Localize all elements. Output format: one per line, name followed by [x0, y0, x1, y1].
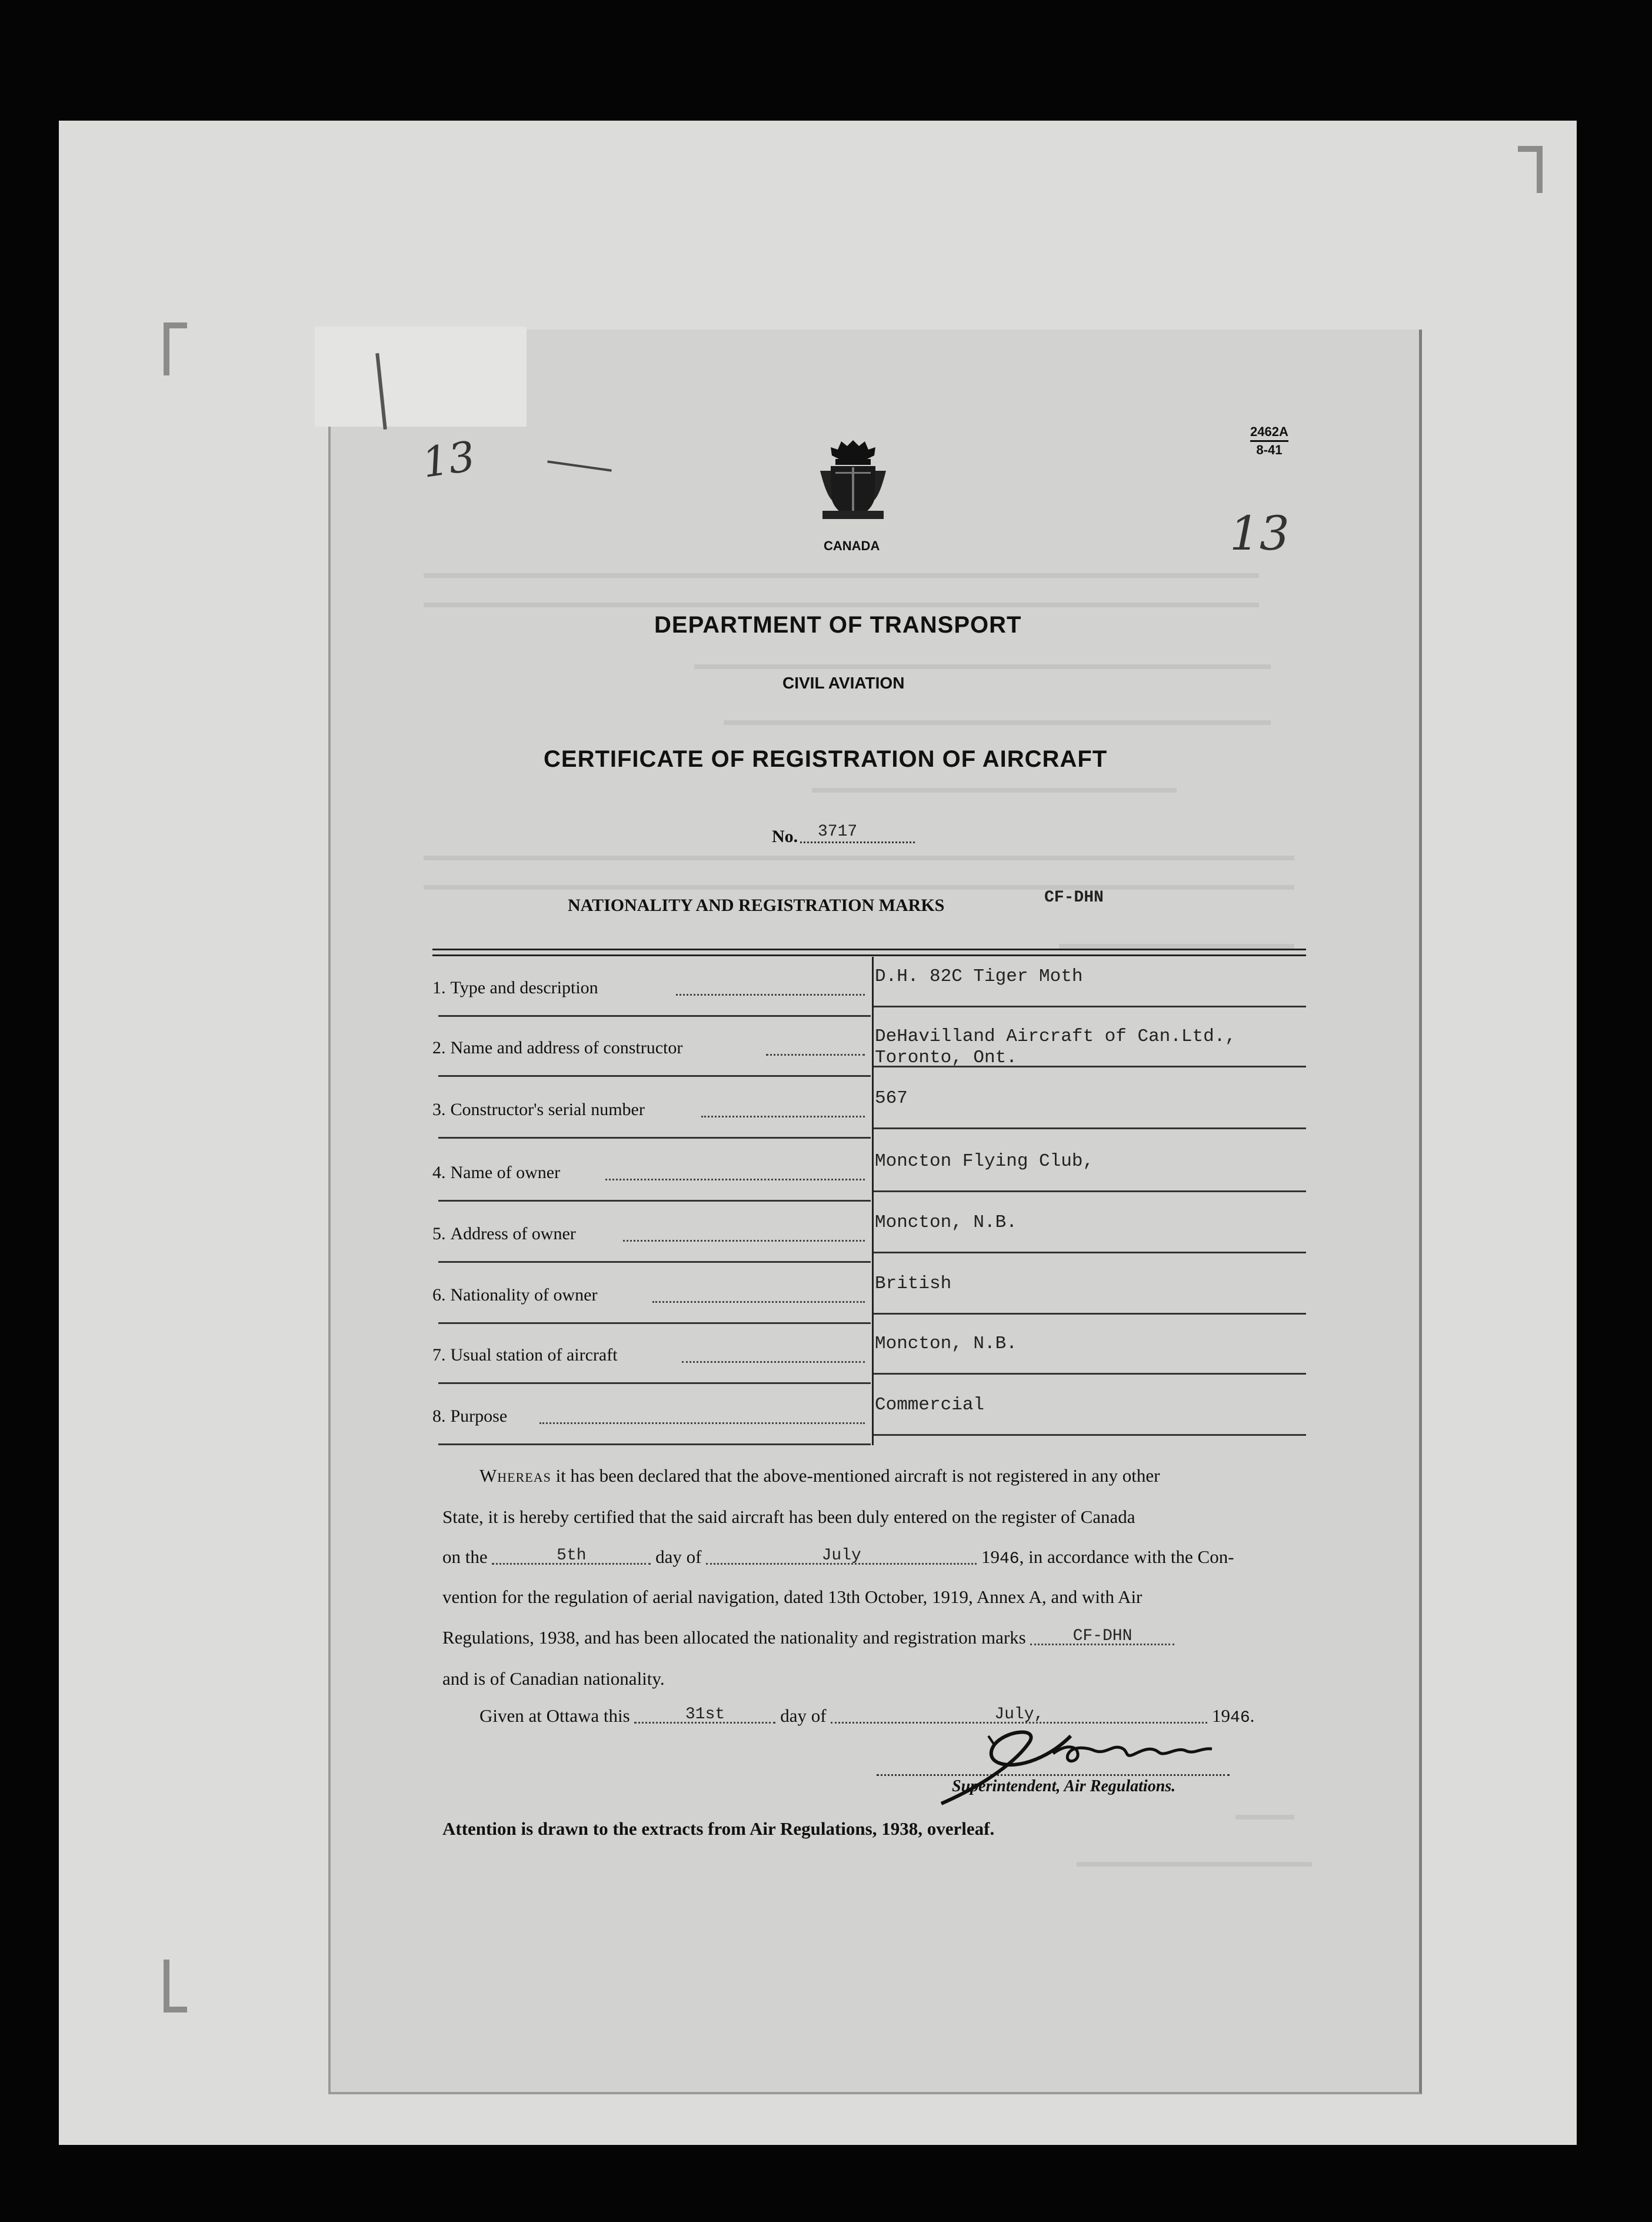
torn-corner [315, 327, 527, 427]
row-value: Moncton, N.B. [875, 1333, 1017, 1354]
whereas-marks-field [1030, 1627, 1174, 1645]
whereas-day-field [492, 1546, 651, 1565]
crop-mark-top-left [164, 322, 169, 375]
crop-mark-top-right-bar [1518, 146, 1541, 152]
certificate-number-label: No. [772, 827, 798, 846]
row-label [432, 1345, 618, 1365]
whereas-on-the: on the [442, 1546, 488, 1567]
table-row [432, 1265, 1306, 1326]
whereas-day-value: 5th [557, 1546, 587, 1565]
form-number-rule [1250, 440, 1288, 442]
whereas-marks-value: CF-DHN [1073, 1627, 1133, 1645]
row-label-text: Usual station of aircraft [450, 1345, 618, 1365]
whereas-year-prefix: 19 [981, 1546, 1000, 1567]
handwritten-left-mark: 13 [419, 432, 478, 487]
row-number: 4. [432, 1163, 446, 1182]
bleed-through-line [424, 847, 1294, 860]
row-label-text: Nationality of owner [450, 1285, 598, 1305]
row-rule-right [874, 1066, 1306, 1067]
row-number: 8. [432, 1406, 446, 1426]
certificate-number-value: 3717 [818, 823, 858, 841]
row-number: 5. [432, 1224, 446, 1243]
row-value: Moncton, N.B. [875, 1212, 1017, 1233]
certificate-title: CERTIFICATE OF REGISTRATION OF AIRCRAFT [544, 746, 1108, 772]
whereas-text-1: it has been declared that the above-mentioned aircraft is not registered in any other [555, 1465, 1160, 1486]
department-heading: DEPARTMENT OF TRANSPORT [654, 612, 1022, 638]
table-top-rule [432, 949, 1306, 950]
row-label-text: Constructor's serial number [450, 1100, 645, 1119]
given-month-value: July, [994, 1705, 1044, 1724]
whereas-month-field [706, 1546, 977, 1565]
row-rule-left [438, 1382, 871, 1384]
row-rule-right [874, 1252, 1306, 1253]
canada-crest-icon [818, 435, 888, 524]
whereas-year-suffix: 46 [999, 1550, 1020, 1568]
table-row [432, 1018, 1306, 1079]
row-dot-leader [701, 1116, 865, 1117]
given-day-field [634, 1705, 775, 1724]
row-label-text: Type and description [450, 978, 598, 997]
row-label [432, 1038, 682, 1058]
whereas-regulations: Regulations, 1938, and has been allocated the nationality and registration marks [442, 1627, 1026, 1648]
crop-mark-bottom-left-bar [164, 2007, 187, 2013]
row-value: 567 [875, 1088, 908, 1109]
given-end: . [1250, 1705, 1255, 1726]
bleed-through-line [812, 780, 1177, 793]
row-dot-leader [605, 1179, 865, 1180]
row-label-text: Name and address of constructor [450, 1038, 683, 1057]
row-number: 3. [432, 1100, 446, 1119]
row-label [432, 1285, 597, 1305]
row-label [432, 1406, 507, 1426]
row-rule-right [874, 1313, 1306, 1315]
row-label-text: Purpose [450, 1406, 508, 1426]
certificate-number-dots [800, 841, 915, 843]
bleed-through-line [694, 656, 1271, 669]
signature-caption: Superintendent, Air Regulations. [952, 1777, 1176, 1795]
form-number-main: 2462A [1250, 424, 1288, 439]
row-rule-right [874, 1190, 1306, 1192]
row-label [432, 1224, 576, 1244]
whereas-line-1 [479, 1465, 1160, 1486]
bleed-through-line [424, 565, 1259, 578]
given-day-of: day of [780, 1705, 827, 1726]
row-number: 1. [432, 978, 446, 997]
row-label [432, 978, 598, 998]
table-row [432, 1080, 1306, 1141]
given-at-ottawa: Given at Ottawa this [479, 1705, 630, 1726]
bleed-through-line [424, 594, 1259, 607]
form-number-sub: 8-41 [1256, 443, 1283, 457]
crop-mark-bottom-left [164, 1960, 169, 2013]
row-rule-right [874, 1434, 1306, 1436]
crest-caption: CANADA [824, 538, 880, 553]
bleed-through-line [1235, 1807, 1294, 1819]
given-day-value: 31st [685, 1705, 725, 1724]
row-rule-left [438, 1200, 871, 1202]
row-number: 6. [432, 1285, 446, 1305]
row-dot-leader [652, 1301, 865, 1303]
table-row [432, 958, 1306, 1019]
whereas-lead: Whereas [479, 1465, 551, 1486]
row-value: DeHavilland Aircraft of Can.Ltd., Toronto, Ont. [875, 1026, 1236, 1068]
nationality-marks-label: NATIONALITY AND REGISTRATION MARKS [568, 896, 945, 915]
given-year-suffix: 46 [1230, 1709, 1250, 1727]
row-value: D.H. 82C Tiger Moth [875, 966, 1083, 987]
given-year-prefix: 19 [1212, 1705, 1231, 1726]
row-label-text: Name of owner [450, 1163, 561, 1182]
row-value: Commercial [875, 1395, 985, 1415]
whereas-day-of: day of [655, 1546, 702, 1567]
division-heading: CIVIL AVIATION [782, 674, 905, 692]
row-rule-left [438, 1322, 871, 1324]
whereas-line-2: State, it is hereby certified that the said aircraft has been duly entered on the register of Canada [442, 1506, 1135, 1527]
row-dot-leader [676, 994, 865, 996]
whereas-line-6: and is of Canadian nationality. [442, 1668, 665, 1689]
row-rule-right [874, 1006, 1306, 1007]
row-rule-left [438, 1137, 871, 1139]
row-rule-right [874, 1127, 1306, 1129]
row-label-text: Address of owner [450, 1224, 576, 1243]
bleed-through-line [424, 877, 1294, 890]
nationality-marks-value: CF-DHN [1044, 889, 1104, 907]
row-value: Moncton Flying Club, [875, 1151, 1094, 1172]
row-rule-left [438, 1261, 871, 1263]
whereas-line-5 [442, 1627, 1174, 1648]
bleed-through-line [724, 712, 1271, 725]
bleed-through-line [1077, 1854, 1312, 1867]
table-top-rule-second [432, 954, 1306, 956]
row-dot-leader [766, 1054, 865, 1056]
row-rule-right [874, 1373, 1306, 1375]
whereas-accordance: , in accordance with the Con- [1019, 1546, 1234, 1567]
row-rule-left [438, 1015, 871, 1017]
row-rule-left [438, 1075, 871, 1077]
row-dot-leader [539, 1422, 865, 1424]
crop-mark-top-right [1537, 146, 1543, 193]
row-rule-left [438, 1443, 871, 1445]
table-row [432, 1325, 1306, 1386]
whereas-line-3 [442, 1546, 1234, 1568]
table-row [432, 1386, 1306, 1448]
attention-note: Attention is drawn to the extracts from Air Regulations, 1938, overleaf. [442, 1818, 995, 1839]
handwritten-page-number: 13 [1230, 506, 1290, 561]
row-dot-leader [623, 1240, 865, 1242]
row-number: 2. [432, 1038, 446, 1057]
bleed-through-line [1059, 936, 1294, 949]
whereas-line-4: vention for the regulation of aerial navigation, dated 13th October, 1919, Annex A, and with Air [442, 1586, 1143, 1607]
table-row [432, 1204, 1306, 1265]
row-label [432, 1100, 645, 1120]
row-dot-leader [682, 1361, 865, 1363]
row-number: 7. [432, 1345, 446, 1365]
crop-mark-top-left-bar [164, 322, 187, 328]
row-label [432, 1163, 560, 1183]
row-value: British [875, 1273, 952, 1294]
table-row [432, 1143, 1306, 1204]
form-number [1250, 425, 1288, 457]
whereas-month-value: July [821, 1546, 861, 1565]
